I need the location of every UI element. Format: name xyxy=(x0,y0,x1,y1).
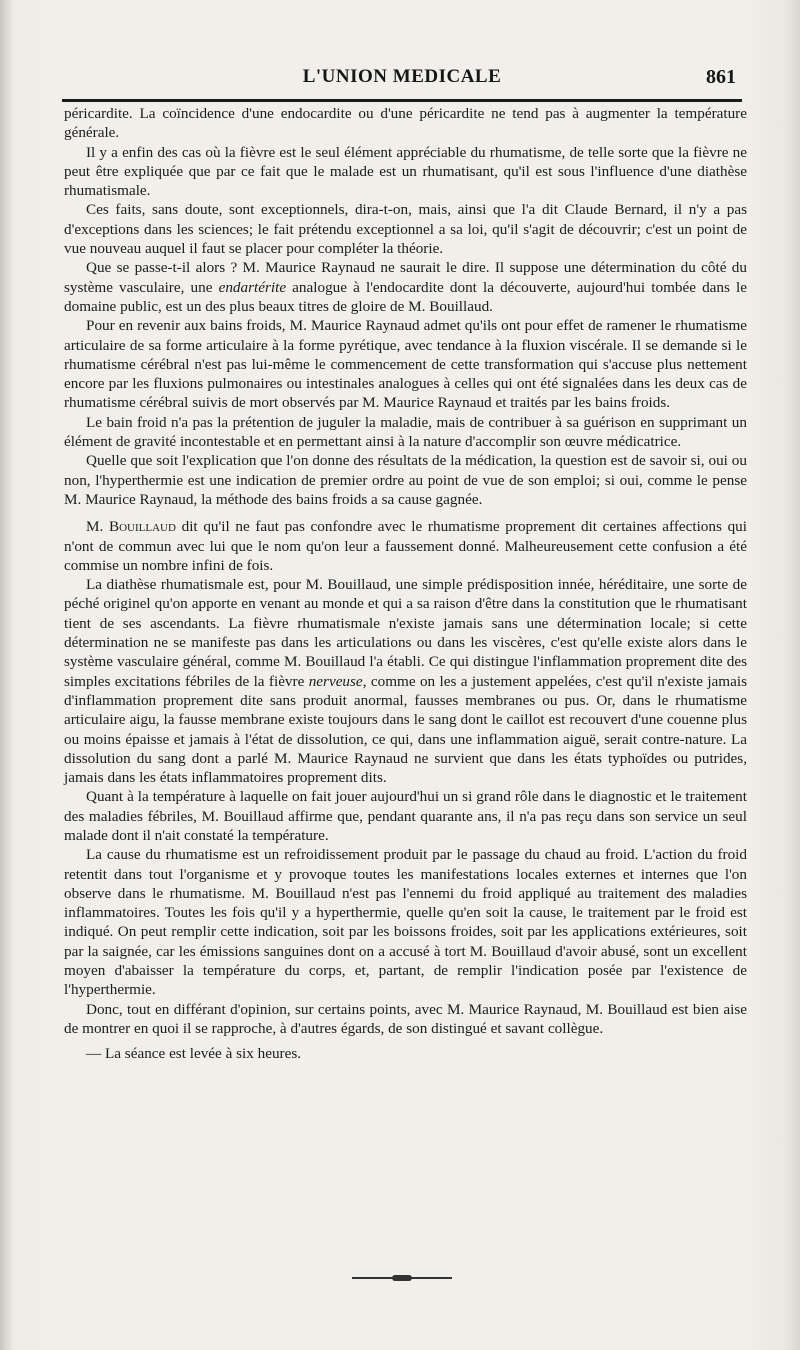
paragraph xyxy=(64,517,747,575)
paragraph-text: Que se passe-t-il alors ? M. Maurice Raynaud ne saurait le dire. Il suppose une détermination du côté du système vasculaire, une xyxy=(64,259,747,296)
paragraph: Quant à la température à laquelle on fait jouer aujourd'hui un si grand rôle dans le diagnostic et le traitement des maladies fébriles, M. Bouillaud affirme que, pendant quarante ans, il n'a pas reçu dans son service un seul malade dont il n'ait constaté la température. xyxy=(64,788,747,844)
closing-line: — La séance est levée à six heures. xyxy=(86,1045,302,1063)
paragraph: péricardite. La coïncidence d'une endocardite ou d'une péricardite ne tend pas à augmenter la température générale. xyxy=(64,105,747,142)
paragraph: Quelle que soit l'explication que l'on donne des résultats de la médication, la question est de savoir si, oui ou non, l'hyperthermie est une indication de premier ordre au point de vue de son emploi; si oui, comme le pense M. Maurice Raynaud, la méthode des bains froids a sa cause gagnée. xyxy=(64,452,747,508)
page-header xyxy=(62,62,742,100)
italic-term: nerveuse xyxy=(308,672,363,690)
speaker-name: Bouillaud xyxy=(108,518,176,536)
running-title: L'UNION MEDICALE xyxy=(302,66,502,87)
end-ornament-rule xyxy=(352,1277,452,1279)
paragraph-text: La diathèse rhumatismale est, pour M. Bouillaud, une simple prédisposition innée, héréditaire, une sorte de péché originel qu'on apporte en venant au monde et qui a sa raison d'être dans la constitution que le rhumatisant tient de ses ascendants. La fièvre rhumatismale n'existe jamais sans une détermination locale; si cette détermination ne se manifeste pas dans les articulations ou dans les viscères, c'est qu'elle existe alors dans le système vasculaire général, comme M. Bouillaud l'a établi. Ce qui distingue l'inflammation proprement dite des simples excitations fébriles de la fièvre xyxy=(64,576,747,690)
paragraph: Donc, tout en différant d'opinion, sur certains points, avec M. Maurice Raynaud, M. Bouillaud est bien aise de montrer en quoi il se rapproche, à d'autres égards, de son distingué et savant collègue. xyxy=(64,1000,747,1037)
paragraph xyxy=(64,575,747,787)
italic-term: endartérite xyxy=(218,278,287,296)
paragraph: Pour en revenir aux bains froids, M. Maurice Raynaud admet qu'ils ont pour effet de ramener le rhumatisme articulaire de sa forme articulaire à la forme pyrétique, avec tendance à la fluxion viscérale. Il se demande si le rhumatisme cérébral n'est pas lui-même le commencement de cette transformation qui s'accuse plus nettement encore par les fluxions pulmonaires ou intestinales analogues à celles qui ont été signalées dans les deux cas de rhumatisme cérébral suivis de mort observés par M. Maurice Raynaud et traités par les bains froids. xyxy=(64,317,747,412)
paragraph-text: M. xyxy=(86,518,109,536)
page-number: 861 xyxy=(706,66,736,88)
article-body xyxy=(64,104,747,1064)
paragraph: La cause du rhumatisme est un refroidissement produit par le passage du chaud au froid. L'action du froid retentit dans tout l'organisme et y provoque toutes les manifestations locales externes et internes que l'on observe dans le rhumatisme. M. Bouillaud n'est pas l'ennemi du froid appliqué au traitement des maladies inflammatoires. Toutes les fois qu'il y a hyperthermie, quelle qu'en soit la cause, le traitement par le froid est indiqué. On peut remplir cette indication, soit par les boissons froides, soit par les applications extérieures, soit par la saignée, car les émissions sanguines dont on a accusé à tort M. Bouillaud d'avoir abusé, sont un excellent moyen d'abaisser la température du corps, et, partant, de remplir l'indication posée par l'existence de l'hyperthermie. xyxy=(64,846,747,999)
paragraph xyxy=(64,258,747,316)
paragraph: Le bain froid n'a pas la prétention de juguler la maladie, mais de contribuer à sa guérison en supprimant un élément de gravité incontestable et en permettant ainsi à la nature d'accomplir son œuvre médicatrice. xyxy=(64,413,747,451)
paragraph-text: dit qu'il ne faut pas confondre avec le rhumatisme proprement dit certaines affections qui n'ont de commun avec lui que le nom qu'on leur a faussement donné. Malheureusement cette confusion a été commise un nombre infini de fois. xyxy=(64,518,747,574)
paragraph: Ces faits, sans doute, sont exceptionnels, dira-t-on, mais, ainsi que l'a dit Claude Bernard, il n'y a pas d'exceptions dans les sciences; le fait prétendu exceptionnel a sa loi, qu'il s'agit de découvrir; c'est un point de vue nouveau auquel il faut se placer pour compléter la théorie. xyxy=(64,201,747,258)
paragraph-text: analogue à l'endocardite dont la découverte, aujourd'hui tombée dans le domaine public, est un des plus beaux titres de gloire de M. Bouillaud. xyxy=(64,278,748,315)
paragraph-text: , comme on les a justement appelées, c'est qu'il n'existe jamais d'inflammation proprement dite sans produit anormal, fausses membranes ou pus. Or, dans le rhumatisme articulaire aigu, la fausse membrane existe toujours dans le sang dont le caillot est recouvert d'une couenne plus ou moins épaisse et jamais à l'état de dissolution, ce qui, dans une inflammation aiguë, serait contre-nature. La dissolution du sang dont a parlé M. Maurice Raynaud ne survient que dans les états typhoïdes ou putrides, jamais dans les états inflammatoires proprement dits. xyxy=(64,672,747,787)
paragraph: Il y a enfin des cas où la fièvre est le seul élément appréciable du rhumatisme, de telle sorte que la fièvre ne peut être expliquée que par ce fait que le malade est un rhumatisant, qu'il est sous l'influence d'une diathèse rhumatismale. xyxy=(64,143,747,200)
header-rule xyxy=(62,99,742,102)
